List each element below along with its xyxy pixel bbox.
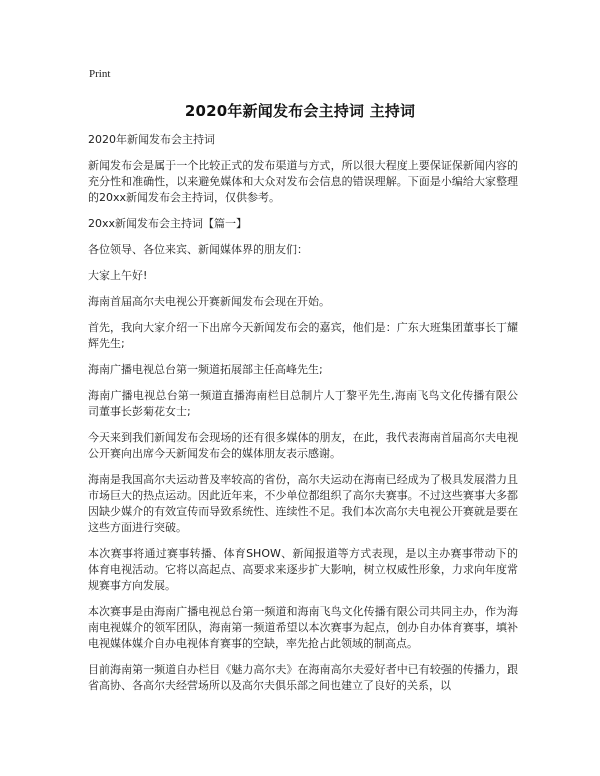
paragraph: 海南是我国高尔夫运动普及率较高的省份，高尔夫运动在海南已经成为了极具发展潜力且市场巨大的热点运动。因此近年来，不少单位都组织了高尔夫赛事。不过这些赛事大多都因缺少媒介的有效宣传而导致系统性、连续性不足。我们本次高尔夫电视公开赛就是要在这些方面进行突破。 [88,473,518,534]
paragraph: 海南首届高尔夫电视公开赛新闻发布会现在开始。 [88,295,330,308]
paragraph: 海南广播电视总台第一频道直播海南栏目总制片人丁黎平先生,海南飞鸟文化传播有限公司董事长彭菊花女士; [88,389,518,418]
paragraph: 各位领导、各位来宾、新闻媒体界的朋友们： [88,243,308,256]
paragraph: 本次赛事将通过赛事转播、体育SHOW、新闻报道等方式表现，是以主办赛事带动下的体育电视活动。它将以高起点、高要求来逐步扩大影响，树立权威性形象，力求向年度常规赛事方向发展。 [88,547,518,592]
paragraph: 本次赛事是由海南广播电视总台第一频道和海南飞鸟文化传播有限公司共同主办，作为海南电视媒介的领军团队，海南第一频道希望以本次赛事为起点，创办自办体育赛事，填补电视媒体媒介自办电视体育赛事的空缺，率先抢占此领域的制高点。 [88,605,518,650]
paragraph: 目前海南第一频道自办栏目《魅力高尔夫》在海南高尔夫爱好者中已有较强的传播力，跟省高协、各高尔夫经营场所以及高尔夫俱乐部之间也建立了良好的关系，以 [88,663,518,692]
document-title: 2020年新闻发布会主持词 主持词 [184,102,416,120]
paragraph: 20xx新闻发布会主持词【篇一】 [88,217,248,230]
paragraph: 2020年新闻发布会主持词 [88,133,215,146]
paragraph: 新闻发布会是属于一个比较正式的发布渠道与方式，所以很大程度上要保证保新闻内容的充分性和准确性，以来避免媒体和大众对发布会信息的错误理解。下面是小编给大家整理的20xx新闻发布会主持词，仅供参考。 [88,159,518,204]
paragraph: 大家上午好! [88,269,148,282]
document-body [88,132,518,704]
paragraph: 今天来到我们新闻发布会现场的还有很多媒体的朋友，在此，我代表海南首届高尔夫电视公开赛向出席今天新闻发布会的媒体朋友表示感谢。 [88,431,518,460]
print-label: Print [89,68,111,80]
paragraph: 海南广播电视总台第一频道拓展部主任高峰先生; [88,363,323,376]
paragraph: 首先，我向大家介绍一下出席今天新闻发布会的嘉宾，他们是：广东大班集团董事长丁耀辉先生; [88,321,518,350]
